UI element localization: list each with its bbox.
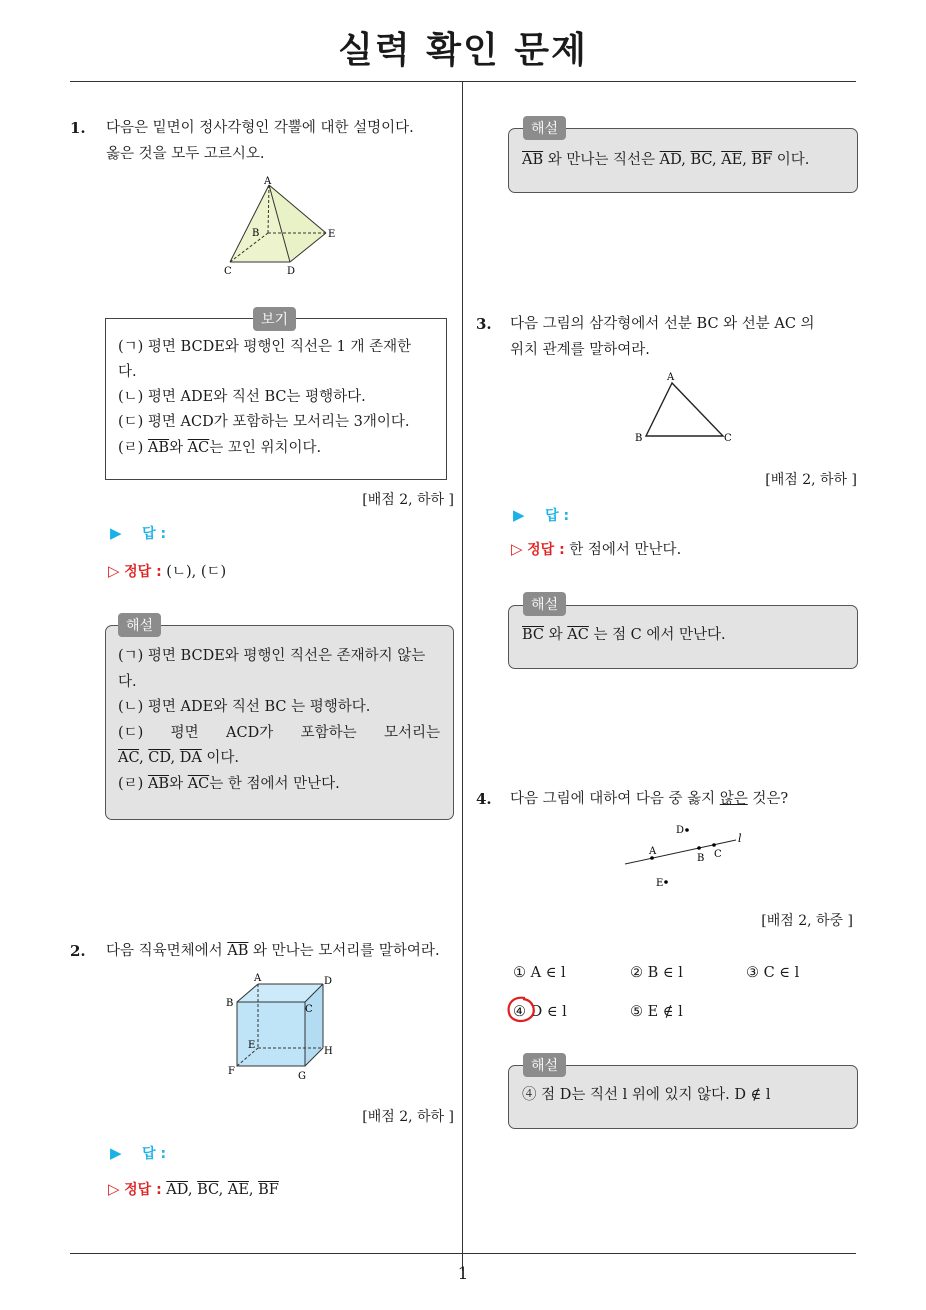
bogi-item: (ㄱ) 평면 BCDE와 평행인 직선은 1 개 존재한 (118, 339, 412, 355)
bogi-item: (ㄷ) 평면 ACD가 포함하는 모서리는 3개이다. (118, 414, 410, 430)
question-text: 옳은 것을 모두 고르시오. (106, 146, 265, 162)
figure-label: B (226, 998, 234, 1009)
correct-label: 정답 : (124, 1182, 162, 1198)
score-label: [배점 2, 하중 ] (761, 913, 853, 929)
figure-label: F (228, 1066, 235, 1077)
footer-divider (70, 1253, 856, 1254)
selected-circle-icon (505, 994, 537, 1026)
figure-label: H (324, 1046, 333, 1057)
figure-label: D (324, 976, 333, 987)
answer-label: 답 : (545, 508, 570, 524)
explanation-line: (ㄹ) $\overline{AB}$와 $\overline{AC}$는 한 점에서 만난다. (118, 776, 340, 792)
triangle-outline-icon: ▷ (108, 1180, 120, 1198)
explanation-tag: 해설 (523, 592, 566, 616)
column-divider (462, 81, 463, 1271)
question-text: 다음 그림에 대하여 다음 중 옳지 않은 것은? (510, 791, 789, 807)
bogi-tag: 보기 (253, 307, 296, 331)
answer-row (513, 505, 569, 525)
figure-label: G (298, 1071, 306, 1082)
answer-label: 답 : (142, 526, 167, 542)
question-number: 4. (476, 790, 492, 808)
figure-label: B (635, 433, 643, 444)
correct-answer: (ㄴ), (ㄷ) (166, 564, 227, 580)
explanation-line: $\overline{AC}$, $\overline{CD}$, $\overline{DA}$ 이다. (118, 750, 240, 766)
question-text: 다음 그림의 삼각형에서 선분 BC 와 선분 AC 의 (510, 316, 815, 332)
triangle-figure (632, 370, 737, 445)
correct-row (511, 536, 681, 564)
correct-label: 정답 : (124, 564, 162, 580)
header-divider (70, 81, 856, 82)
explanation-line: 다. (118, 674, 137, 690)
triangle-outline-icon: ▷ (108, 562, 120, 580)
option-5[interactable]: ⑤ E ∉ l (630, 1004, 683, 1020)
explanation-tag: 해설 (118, 613, 161, 637)
figure-label: E (248, 1040, 256, 1051)
question-text: 다음은 밑면이 정사각형인 각뿔에 대한 설명이다. (106, 120, 414, 136)
question-text: 위치 관계를 말하여라. (510, 342, 650, 358)
bogi-item: 다. (118, 364, 137, 380)
explanation-line: (ㄴ) 평면 ADE와 직선 BC 는 평행하다. (118, 699, 371, 715)
correct-row (108, 558, 226, 586)
correct-row: ▷ 정답 : $\overline{AD}$, $\overline{BC}$, $\overline{AE}$, $\overline{BF}$ (108, 1180, 279, 1198)
page-number: 1 (457, 1264, 469, 1284)
explanation-tag: 해설 (523, 1053, 566, 1077)
pyramid-figure (222, 176, 337, 276)
option-4[interactable]: ④ D ∈ l (513, 1004, 567, 1020)
triangle-outline-icon: ▷ (511, 540, 523, 558)
arrow-icon: ▶ (513, 506, 525, 524)
correct-answer: 한 점에서 만난다. (569, 542, 682, 558)
option-2[interactable]: ② B ∈ l (630, 965, 683, 981)
figure-label: B (697, 853, 705, 864)
answer-row (110, 1143, 166, 1163)
question-text: 다음 직육면체에서 $\overline{AB}$ 와 만나는 모서리를 말하여라. (106, 943, 440, 959)
score-label: [배점 2, 하하 ] (765, 472, 857, 488)
figure-label: C (714, 849, 722, 860)
score-label: [배점 2, 하하 ] (362, 1109, 454, 1125)
figure-label: C (724, 433, 732, 444)
arrow-icon: ▶ (110, 1144, 122, 1162)
explanation-line: $\overline{BC}$ 와 $\overline{AC}$ 는 점 C 에서 만난다. (522, 627, 726, 643)
cuboid-figure (225, 972, 340, 1084)
figure-label: A (667, 372, 675, 383)
figure-label: E (328, 229, 336, 240)
bogi-item: (ㄹ) $\overline{AB}$와 $\overline{AC}$는 꼬인 위치이다. (118, 440, 322, 456)
figure-label: D (676, 825, 685, 836)
figure-label: A (649, 846, 657, 857)
option-1[interactable]: ① A ∈ l (513, 965, 566, 981)
score-label: [배점 2, 하하 ] (362, 492, 454, 508)
explanation-line: ④ 점 D는 직선 l 위에 있지 않다. D ∉ l (522, 1087, 771, 1103)
figure-label: C (224, 266, 232, 276)
figure-label: E (656, 878, 664, 889)
explanation-tag: 해설 (523, 116, 566, 140)
answer-label: 답 : (142, 1146, 167, 1162)
explanation-line: (ㄷ) 평면 ACD가 포함하는 모서리는 (118, 725, 440, 741)
figure-label: B (252, 228, 260, 239)
question-number: 1. (70, 119, 86, 137)
arrow-icon: ▶ (110, 524, 122, 542)
bogi-item: (ㄴ) 평면 ADE와 직선 BC는 평행하다. (118, 389, 366, 405)
explanation-line: (ㄱ) 평면 BCDE와 평행인 직선은 존재하지 않는 (118, 648, 426, 664)
figure-label: C (305, 1004, 313, 1015)
question-number: 2. (70, 942, 86, 960)
figure-label: l (738, 832, 742, 845)
explanation-line: $\overline{AB}$ 와 만나는 직선은 $\overline{AD}$, $\overline{BC}$, $\overline{AE}$, $\overline{BF}$ 이다. (522, 152, 810, 168)
figure-label: A (264, 176, 272, 187)
answer-row (110, 523, 166, 543)
page-title: 실력 확인 문제 (338, 30, 588, 71)
figure-label: D (287, 266, 296, 276)
line-points-figure (622, 820, 747, 892)
figure-label: A (254, 973, 262, 984)
correct-label: 정답 : (527, 542, 565, 558)
option-3[interactable]: ③ C ∈ l (746, 965, 800, 981)
question-number: 3. (476, 315, 492, 333)
